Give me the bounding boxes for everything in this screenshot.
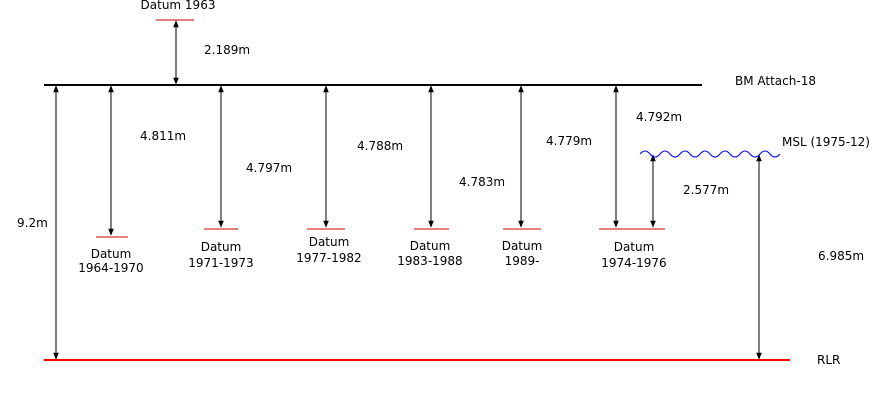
datum-1963-label: Datum 1963 [140,0,216,12]
datum-1963-value: 2.189m [204,43,251,57]
rlr-label: RLR [817,353,841,367]
datum-1983-1988-value: 4.783m [459,175,506,189]
datum-1964-1970-label-line1: Datum [90,247,132,261]
datum-1989-label-line1: Datum [501,239,543,253]
datum-1971-1973-value: 4.797m [246,161,293,175]
datum-1964-1970-value: 4.811m [140,129,187,143]
datum-1983-1988-label-line1: Datum [409,239,451,253]
msl-to-datum-value: 2.577m [683,183,730,197]
datum-1983-1988-label-line2: 1983-1988 [397,254,463,268]
datum-1971-1973-label-line1: Datum [200,240,242,254]
datum-1977-1982-value: 4.788m [357,139,404,153]
msl-label: MSL (1975-12) [782,135,870,149]
datum-1977-1982-label-line1: Datum [308,235,350,249]
datum-1974-1976-label-line1: Datum [613,240,655,254]
datum-1989-label-line2: 1989- [504,254,540,268]
bm-to-rlr-value: 9.2m [17,216,48,230]
datum-1974-1976-label-line2: 1974-1976 [601,256,667,270]
datum-1964-1970-label-line2: 1964-1970 [78,261,144,275]
bm-to-msl-value: 4.792m [636,110,683,124]
datum-1989-value: 4.779m [546,134,593,148]
msl-to-rlr-value: 6.985m [818,249,865,263]
datum-1977-1982-label-line2: 1977-1982 [296,251,362,265]
datum-1971-1973-label-line2: 1971-1973 [188,256,254,270]
bm-attach-label: BM Attach-18 [735,74,816,88]
